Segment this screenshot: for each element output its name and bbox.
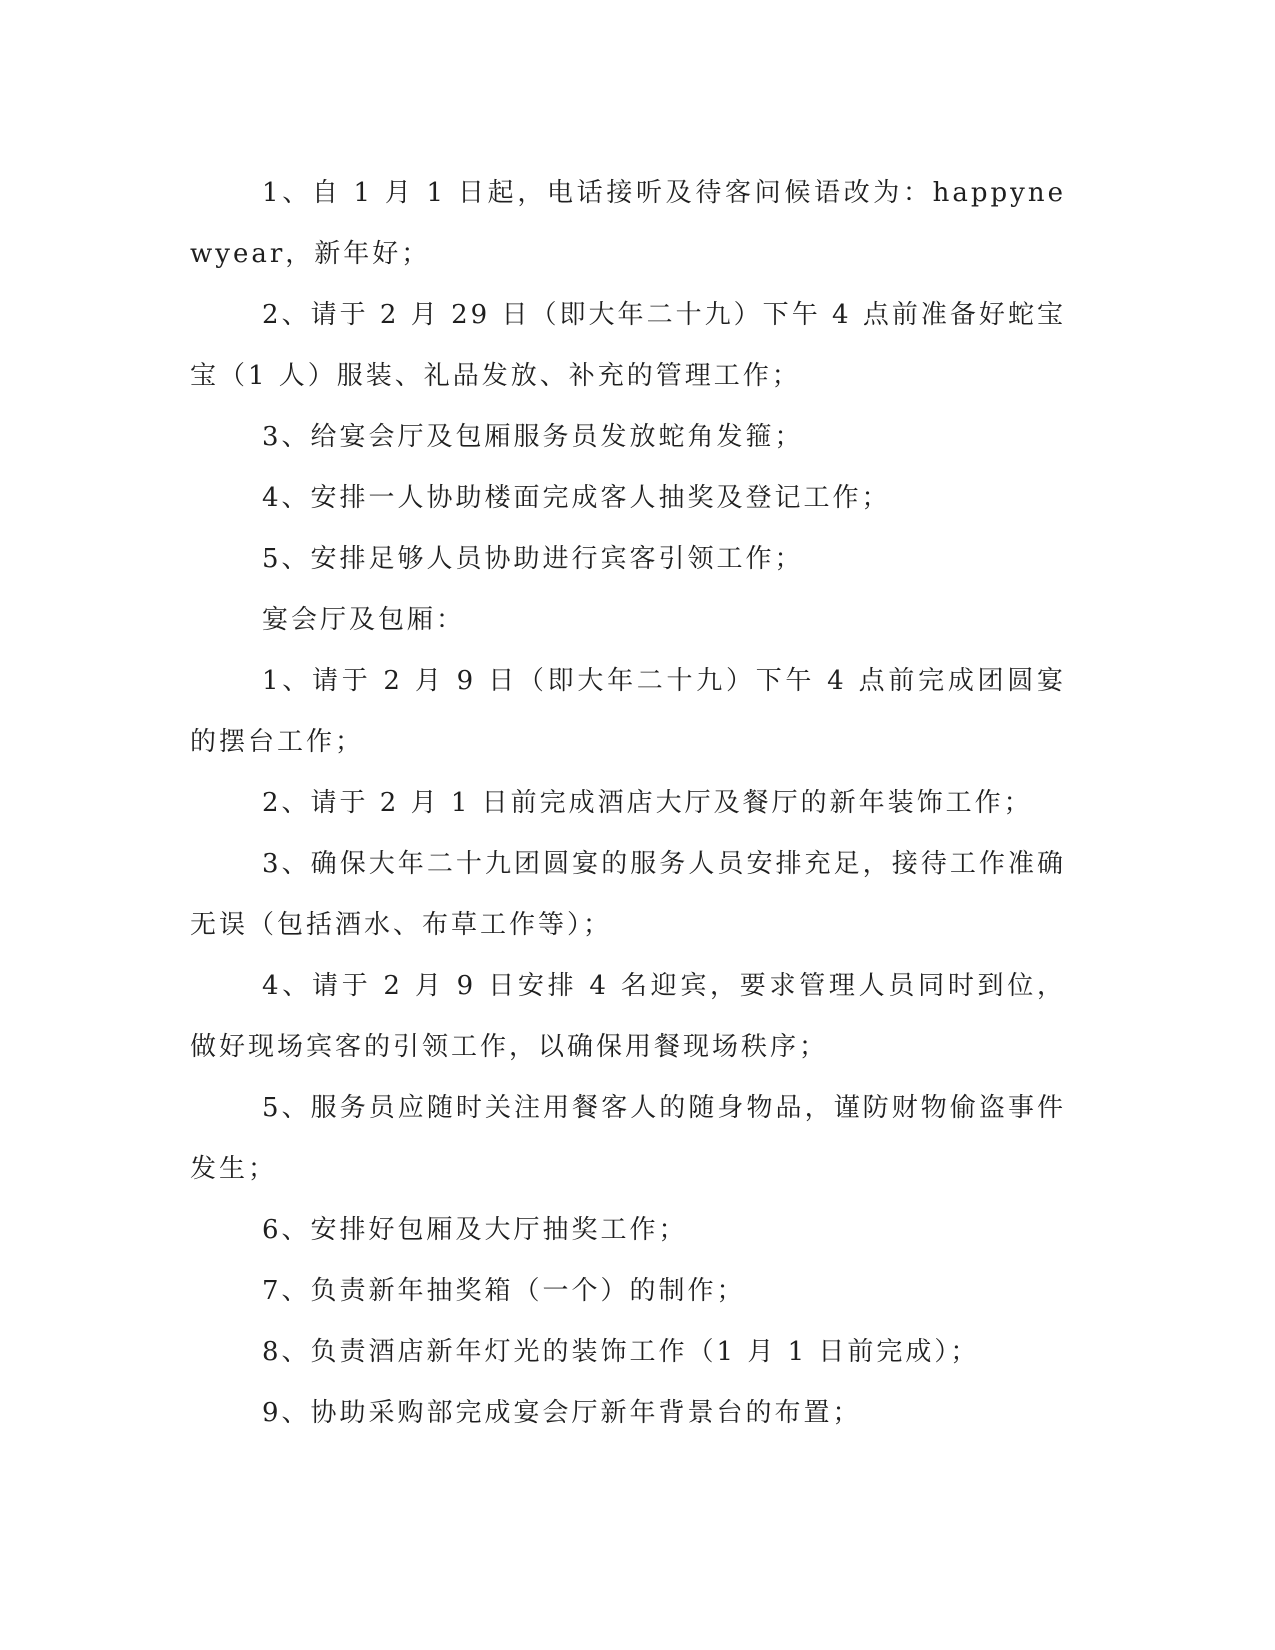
paragraph-backdrop: 9、协助采购部完成宴会厅新年背景台的布置； [262, 1398, 862, 1428]
paragraph-belongings: 5、服务员应随时关注用餐客人的随身物品，谨防财物偷盗事件发生； [190, 1093, 1066, 1184]
document-body [190, 163, 1066, 1444]
paragraph-lottery-box: 7、负责新年抽奖箱（一个）的制作； [262, 1276, 746, 1306]
paragraph-headbands: 3、给宴会厅及包厢服务员发放蛇角发箍； [262, 422, 804, 452]
paragraph-table-setting: 1、请于 2 月 9 日（即大年二十九）下午 4 点前完成团圆宴的摆台工作； [190, 666, 1066, 757]
paragraph-decoration: 2、请于 2 月 1 日前完成酒店大厅及餐厅的新年装饰工作； [262, 788, 1033, 818]
paragraph-lottery: 6、安排好包厢及大厅抽奖工作； [262, 1215, 688, 1245]
paragraph-lighting: 8、负责酒店新年灯光的装饰工作（1 月 1 日前完成）； [262, 1337, 980, 1367]
paragraph-lottery-assist: 4、安排一人协助楼面完成客人抽奖及登记工作； [262, 483, 891, 513]
paragraph-phone-greeting: 1、自 1 月 1 日起，电话接听及待客问候语改为：happynewyear，新年好； [190, 178, 1066, 269]
paragraph-staffing: 3、确保大年二十九团圆宴的服务人员安排充足，接待工作准确无误（包括酒水、布草工作等）； [190, 849, 1066, 940]
paragraph-snake-mascot: 2、请于 2 月 29 日（即大年二十九）下午 4 点前准备好蛇宝宝（1 人）服装、礼品发放、补充的管理工作； [190, 300, 1066, 391]
section-heading-banquet: 宴会厅及包厢： [262, 605, 466, 635]
paragraph-greeters: 4、请于 2 月 9 日安排 4 名迎宾，要求管理人员同时到位，做好现场宾客的引领工作，以确保用餐现场秩序； [190, 971, 1066, 1062]
paragraph-guest-guidance: 5、安排足够人员协助进行宾客引领工作； [262, 544, 804, 574]
